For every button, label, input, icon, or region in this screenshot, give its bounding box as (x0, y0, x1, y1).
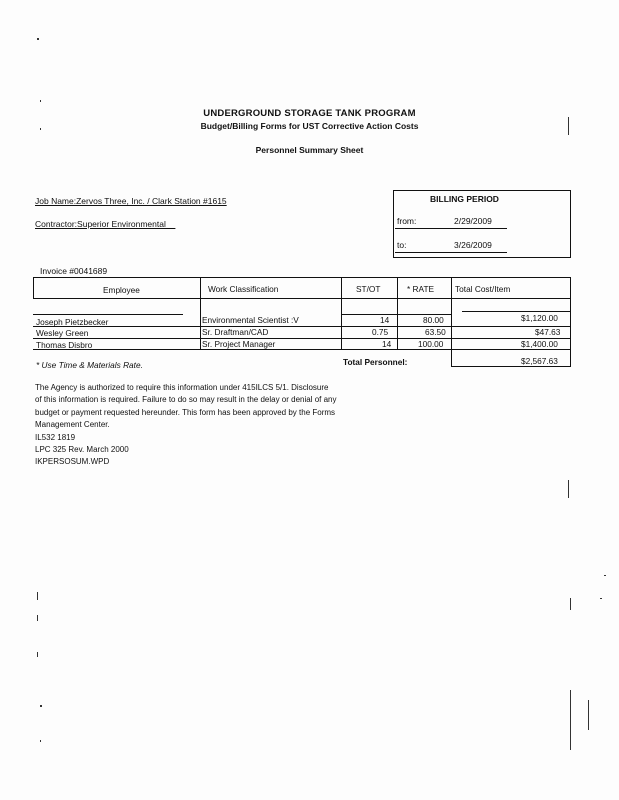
col-header-employee: Employee (103, 285, 140, 295)
table-row-1-total: $1,120.00 (521, 313, 558, 323)
from-underline (395, 228, 507, 229)
table-row-2-rate: 63.50 (425, 327, 446, 337)
table-row-1-classification: Environmental Scientist :V (202, 315, 299, 325)
table-row-1-employee: Joseph Pietzbecker (36, 317, 109, 327)
table-row-3-stot: 14 (382, 339, 392, 349)
form-subtitle: Budget/Billing Forms for UST Corrective Action Costs (200, 121, 419, 131)
col-header-total: Total Cost/Item (455, 284, 511, 294)
program-title: UNDERGROUND STORAGE TANK PROGRAM (203, 108, 416, 119)
notice-line-3: budget or payment requested hereunder. This form has been approved by the Forms (35, 407, 336, 417)
billing-from-label: from: (397, 216, 417, 226)
col-header-stot: ST/OT (356, 284, 381, 294)
file-name: IKPERSOSUM.WPD (35, 457, 110, 467)
to-underline (395, 252, 507, 253)
form-id: IL532 1819 (35, 432, 76, 442)
contractor: Contractor:Superior Environmental__ (35, 219, 176, 229)
billing-from-date: 2/29/2009 (454, 216, 492, 226)
col-header-classification: Work Classification (208, 284, 279, 294)
table-row-2-stot: 0.75 (372, 327, 389, 337)
sheet-title: Personnel Summary Sheet (255, 145, 364, 155)
rate-footnote: * Use Time & Materials Rate. (36, 360, 143, 370)
table-row-2-employee: Wesley Green (36, 328, 89, 338)
billing-to-date: 3/26/2009 (454, 240, 492, 250)
table-row-3-total: $1,400.00 (521, 339, 558, 349)
total-personnel-value: $2,567.63 (521, 356, 558, 366)
notice-line-2: of this information is required. Failure to do so may result in the delay or denial of any (35, 395, 337, 405)
agency-notice (35, 382, 415, 469)
col-header-rate: * RATE (407, 284, 435, 294)
job-name: Job Name:Zervos Three, Inc. / Clark Station #1615 (35, 196, 227, 206)
notice-line-4: Management Center. (35, 420, 110, 430)
table-row-1-rate: 80.00 (423, 315, 444, 325)
table-row-3-employee: Thomas Disbro (36, 340, 93, 350)
notice-line-1: The Agency is authorized to require this information under 415ILCS 5/1. Disclosure (35, 383, 329, 392)
form-revision: LPC 325 Rev. March 2000 (35, 445, 129, 455)
billing-to-label: to: (397, 240, 407, 250)
table-row-3-rate: 100.00 (418, 339, 444, 349)
billing-period-title: BILLING PERIOD (430, 194, 499, 204)
table-row-2-total: $47.63 (535, 327, 561, 337)
table-row-3-classification: Sr. Project Manager (202, 339, 276, 349)
table-row-1-stot: 14 (380, 315, 390, 325)
table-row-2-classification: Sr. Draftman/CAD (202, 327, 269, 337)
invoice-number: Invoice #0041689 (40, 266, 108, 276)
total-personnel-label: Total Personnel: (343, 357, 408, 367)
